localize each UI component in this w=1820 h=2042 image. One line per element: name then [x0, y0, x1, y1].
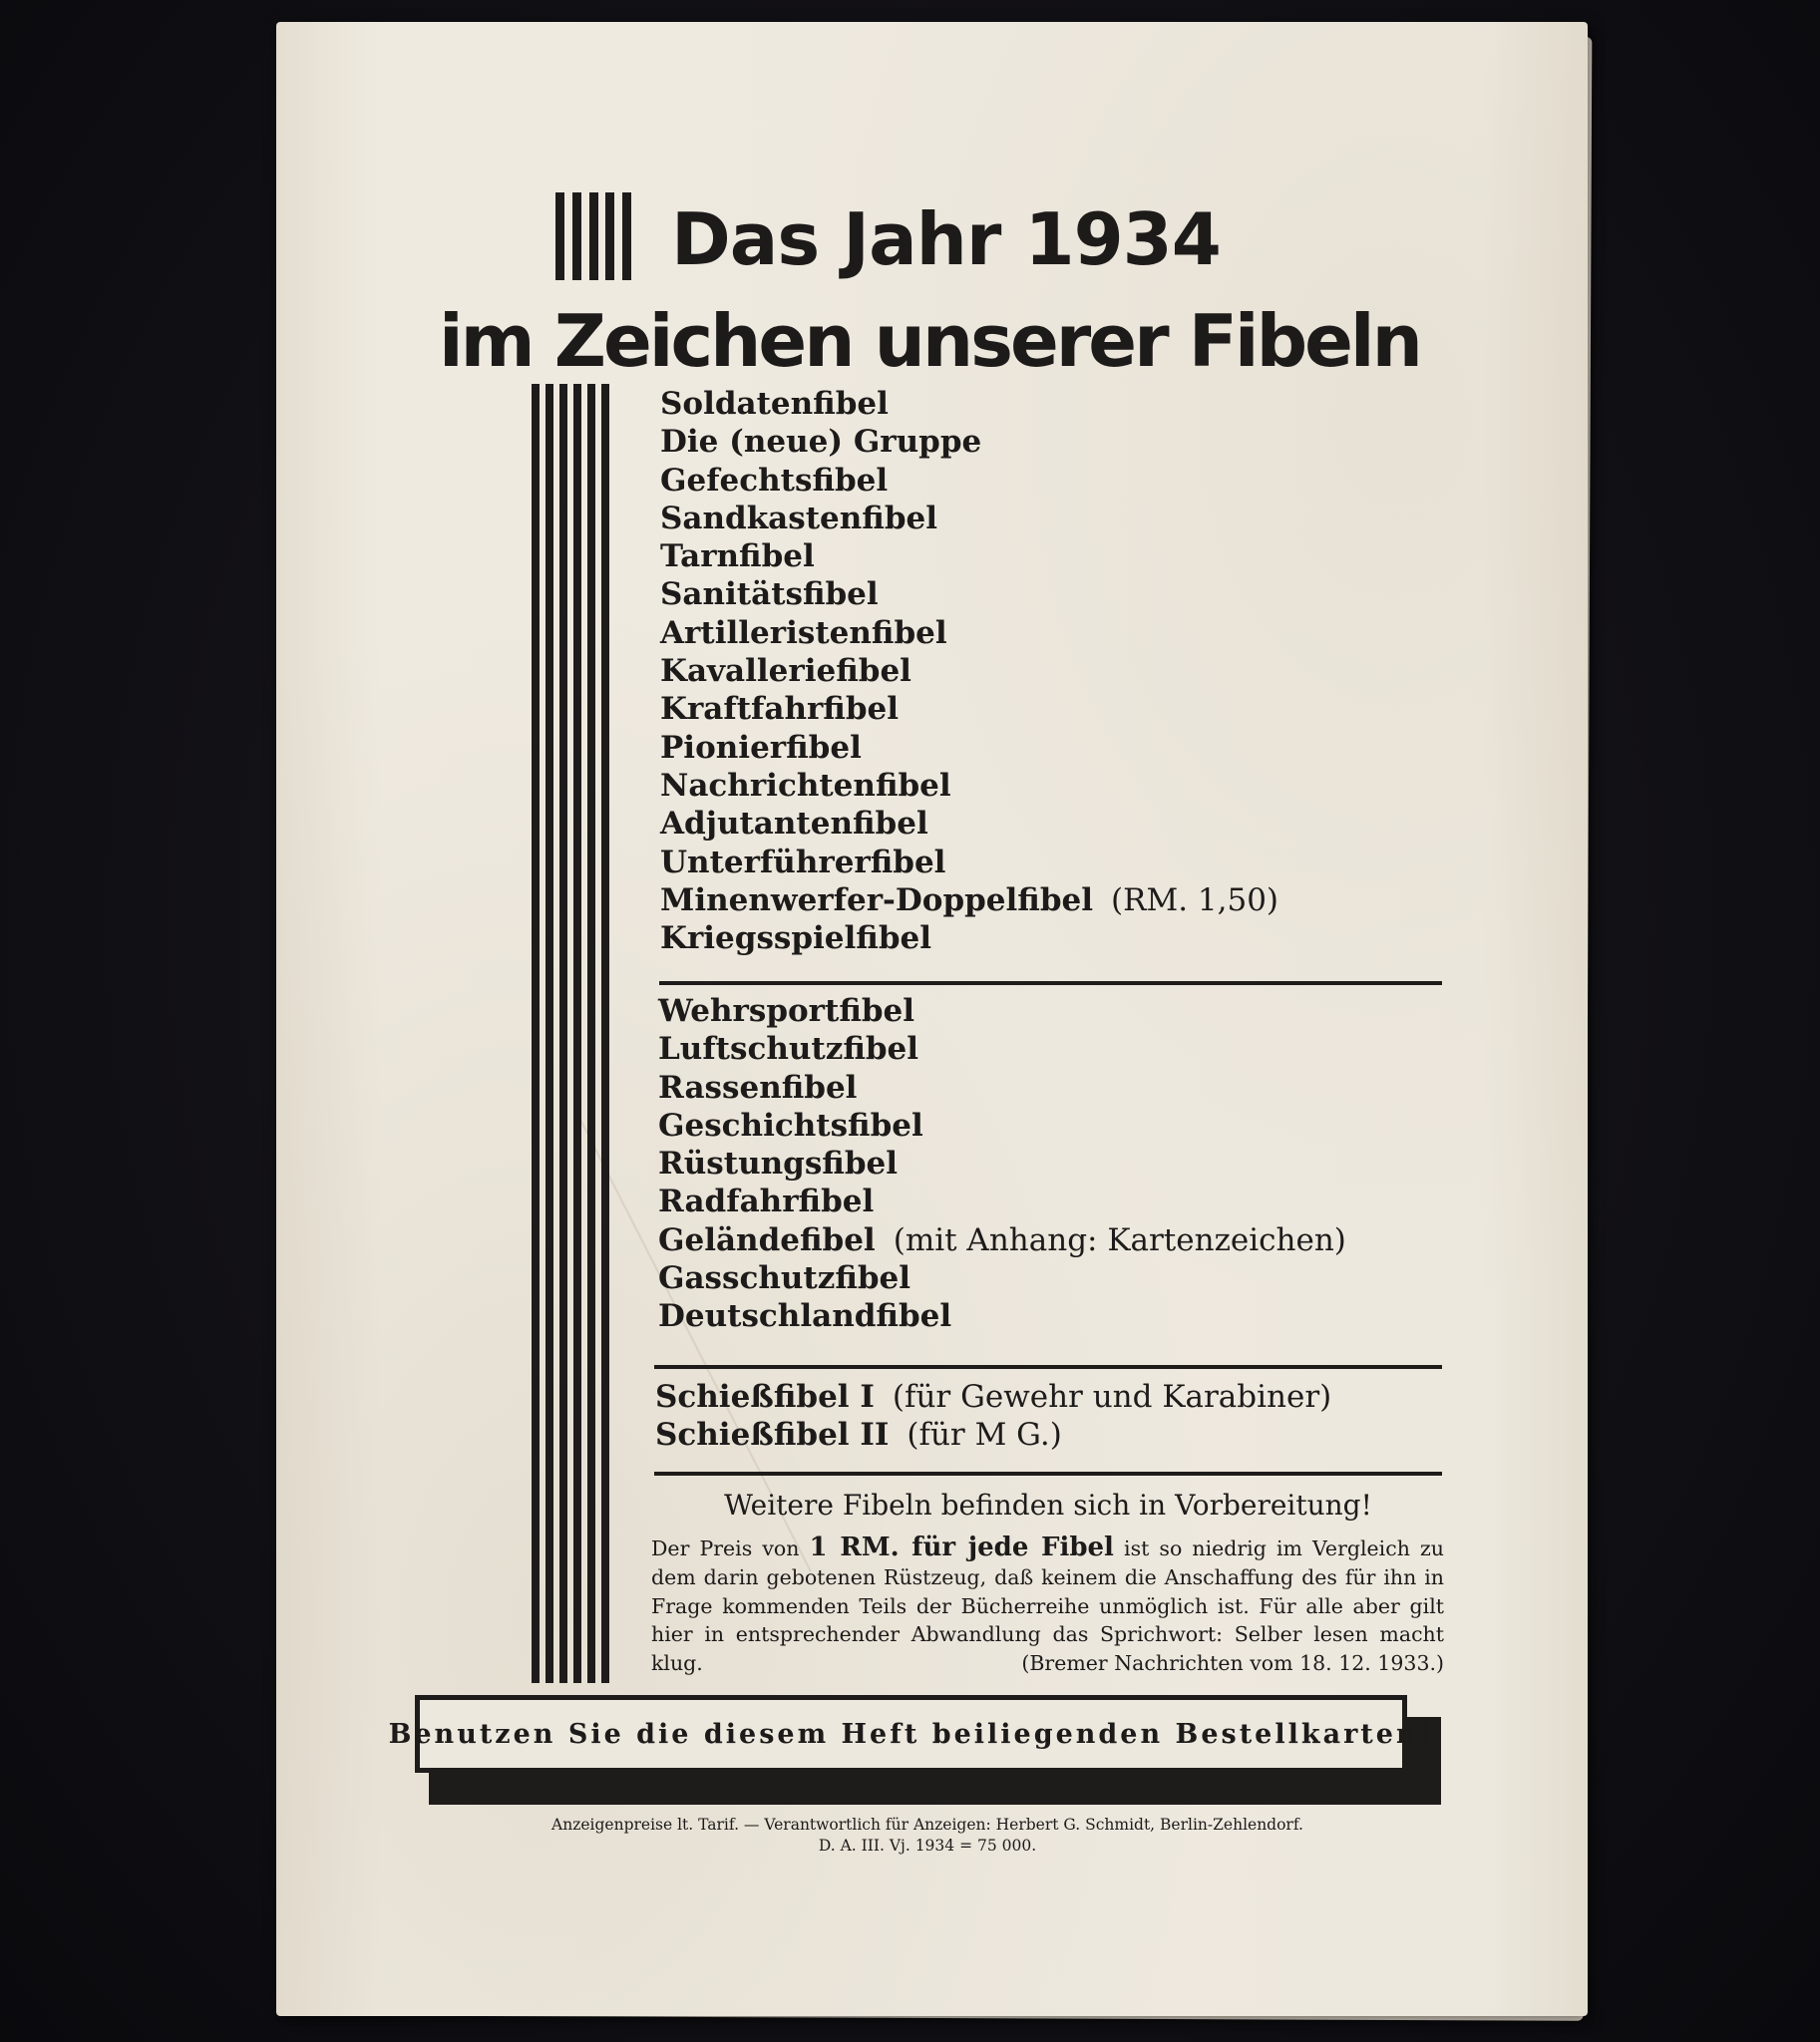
list-item: Pionierfibel [660, 729, 862, 766]
list-item: Radfahrfibel [658, 1184, 875, 1220]
list-item: Unterführerfibel [660, 844, 946, 880]
list-item: Soldatenfibel [660, 386, 889, 422]
list-item: Geländefibel (mit Anhang: Kartenzeichen) [658, 1221, 1346, 1258]
price-note: (RM. 1,50) [1111, 881, 1279, 918]
vertical-stripe-ornament [532, 384, 609, 1683]
list-item: Geschichtsfibel [658, 1107, 923, 1144]
quote-source: (Bremer Nachrichten vom 18. 12. 1933.) [1021, 1651, 1444, 1676]
list-item: Rassenfibel [658, 1069, 858, 1106]
divider-rule [654, 1365, 1442, 1369]
weapon-note: (für M G.) [907, 1417, 1062, 1454]
list-item: Sanitätsfibel [660, 576, 879, 613]
price-highlight: 1 RM. für jede Fibel [809, 1532, 1114, 1562]
order-card-text: Benutzen Sie die diesem Heft beiliegenden Bestellkarten! [388, 1718, 1434, 1750]
footer-line-1: Anzeigenpreise lt. Tarif. — Verantwortlich für Anzeigen: Herbert G. Schmidt, Berlin-Zehlendorf. [551, 1816, 1303, 1834]
list-item: Gefechtsfibel [660, 462, 889, 499]
list-item: Kraftfahrfibel [660, 691, 900, 728]
footer-line-2: D. A. III. Vj. 1934 = 75 000. [818, 1837, 1037, 1855]
list-item: Rüstungsfibel [658, 1146, 898, 1183]
title-line-2: im Zeichen unserer Fibeln [439, 299, 1420, 383]
list-item: Wehrsportfibel [658, 993, 915, 1029]
fibel-list-shooting [655, 1378, 1331, 1455]
title-line-1: Das Jahr 1934 [671, 197, 1221, 281]
divider-rule [654, 1472, 1442, 1476]
list-item: Tarnfibel [660, 538, 815, 575]
list-item: Sandkastenfibel [660, 500, 938, 536]
list-item: Schießfibel I (für Gewehr und Karabiner) [655, 1379, 1332, 1415]
title-bar-ornament [555, 192, 631, 280]
list-item: Nachrichtenfibel [660, 767, 951, 804]
fibel-list-military [660, 385, 1278, 957]
list-item: Die (neue) Gruppe [660, 424, 982, 461]
weapon-note: (für Gewehr und Karabiner) [892, 1379, 1332, 1415]
list-item: Gasschutzfibel [658, 1260, 911, 1297]
list-item: Schießfibel II (für M G.) [655, 1417, 1062, 1454]
list-item: Artilleristenfibel [660, 614, 947, 651]
list-item: Luftschutzfibel [658, 1031, 919, 1068]
order-card-box [388, 1695, 1434, 1773]
fibel-list-general [658, 992, 1346, 1336]
price-quote: Der Preis von 1 RM. für jede Fibel ist so niedrig im Vergleich zu dem darin gebotenen Rüstzeug, daß keinem die Anschaffung des für ihn in Frage kommenden Teils der Bücherreihe unmöglich ist. Für alle aber gilt hier in entsprechender Abwandlung das Sprichwort: Selber lesen macht klug. (Bremer Nachrichten vom 18. 12. 1933.) [651, 1533, 1444, 1678]
list-item: Adjutantenfibel [660, 806, 928, 843]
list-item: Kriegsspielfibel [660, 920, 932, 957]
list-item: Deutschlandfibel [658, 1298, 952, 1335]
publisher-footer [413, 1815, 1442, 1857]
list-item: Kavalleriefibel [660, 653, 911, 690]
appendix-note: (mit Anhang: Kartenzeichen) [893, 1221, 1346, 1258]
list-item: Minenwerfer-Doppelfibel (RM. 1,50) [660, 881, 1279, 918]
divider-rule [659, 981, 1442, 985]
further-fibels-note: Weitere Fibeln befinden sich in Vorbereitung! [724, 1489, 1372, 1522]
